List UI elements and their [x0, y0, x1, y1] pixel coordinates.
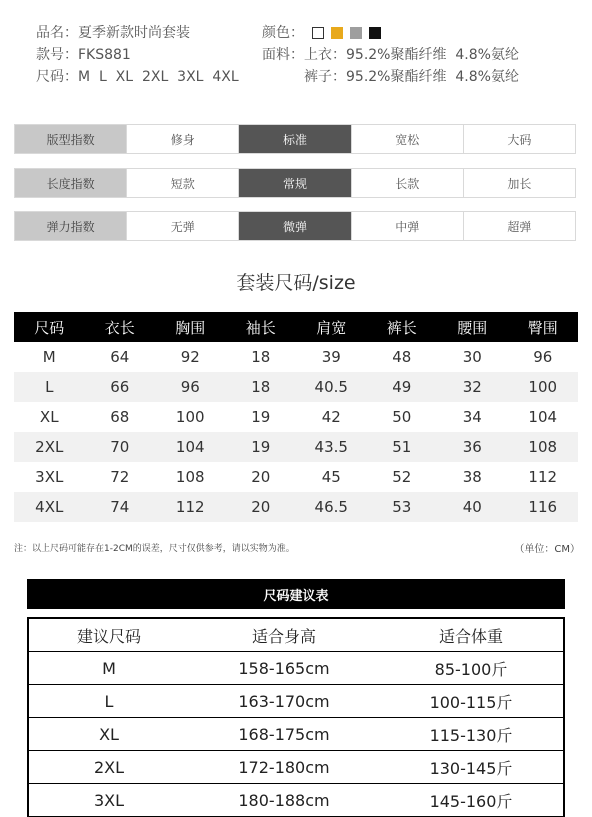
length-option: 长款 — [351, 169, 463, 197]
table-cell: 92 — [180, 348, 200, 366]
fit-index-label: 版型指数 — [15, 125, 126, 153]
size-table-header — [14, 312, 578, 342]
recommend-cell: 2XL — [93, 757, 125, 777]
size-header-cell: 衣长 — [104, 318, 135, 337]
table-cell: 19 — [251, 438, 271, 456]
table-cell: 20 — [251, 468, 271, 486]
fabric-pants-row — [262, 66, 519, 88]
fit-option: 宽松 — [351, 125, 463, 153]
recommend-header-size: 建议尺码 — [76, 626, 141, 646]
table-cell: 53 — [392, 498, 412, 516]
fabric-pants: 裤子：95.2%聚酯纤维 4.8%氨纶 — [304, 69, 519, 85]
table-row — [14, 462, 578, 492]
table-cell: 64 — [110, 348, 130, 366]
size-header-cell: 肩宽 — [316, 318, 347, 337]
length-option: 加长 — [463, 169, 575, 197]
table-row — [14, 492, 578, 522]
table-row — [14, 342, 578, 372]
recommend-cell: 115-130斤 — [429, 725, 513, 745]
table-cell: 18 — [251, 348, 271, 366]
product-name: 夏季新款时尚套装 — [78, 25, 190, 41]
product-info-right — [262, 22, 519, 88]
recommend-cell: 3XL — [93, 790, 125, 810]
table-cell: 38 — [462, 468, 482, 486]
table-cell: 50 — [392, 408, 412, 426]
recommend-row — [29, 718, 563, 751]
product-name-label: 品名： — [36, 25, 78, 41]
table-cell: 48 — [392, 348, 412, 366]
table-cell: 104 — [175, 438, 205, 456]
product-code: FKS881 — [78, 47, 131, 63]
stretch-option-selected: 微弹 — [238, 212, 350, 240]
recommend-cell: 172-180cm — [238, 757, 330, 777]
table-cell: 51 — [392, 438, 412, 456]
table-cell: 4XL — [35, 498, 64, 516]
stretch-index-bar — [14, 211, 576, 241]
recommend-cell: 100-115斤 — [429, 692, 513, 712]
length-index-label: 长度指数 — [15, 169, 126, 197]
fit-option: 修身 — [126, 125, 238, 153]
recommend-cell: 168-175cm — [238, 724, 330, 744]
size-header-cell: 尺码 — [34, 318, 65, 337]
recommend-row — [29, 784, 563, 817]
recommend-table — [27, 617, 565, 817]
table-cell: 30 — [462, 348, 482, 366]
table-cell: 39 — [321, 348, 341, 366]
table-cell: 112 — [528, 468, 558, 486]
table-cell: 100 — [528, 378, 558, 396]
length-option-selected: 常规 — [238, 169, 350, 197]
table-cell: 104 — [528, 408, 558, 426]
table-cell: 96 — [533, 348, 553, 366]
table-cell: 72 — [110, 468, 130, 486]
recommend-row — [29, 685, 563, 718]
color-swatch — [350, 27, 362, 39]
size-header-cell: 袖长 — [245, 318, 276, 337]
table-cell: 108 — [175, 468, 205, 486]
recommend-cell: 130-145斤 — [429, 758, 513, 778]
table-cell: 32 — [462, 378, 482, 396]
table-cell: 74 — [110, 498, 130, 516]
stretch-option: 中弹 — [351, 212, 463, 240]
length-option: 短款 — [126, 169, 238, 197]
table-cell: M — [42, 348, 56, 366]
size-note: 注：以上尺码可能存在1-2CM的误差，尺寸仅供参考，请以实物为准。 — [14, 544, 295, 554]
product-code-row — [36, 44, 239, 66]
size-header-cell: 臀围 — [527, 318, 558, 337]
color-swatch — [312, 27, 324, 39]
table-row — [14, 432, 578, 462]
product-sizes: M L XL 2XL 3XL 4XL — [78, 69, 239, 85]
recommend-row — [29, 652, 563, 685]
table-cell: 40.5 — [314, 378, 348, 396]
recommend-cell: XL — [99, 724, 119, 744]
recommend-cell: 180-188cm — [238, 790, 330, 810]
fabric-label: 面料： — [262, 47, 304, 63]
table-cell: 49 — [392, 378, 412, 396]
table-cell: 70 — [110, 438, 130, 456]
table-cell: 112 — [175, 498, 205, 516]
table-cell: XL — [39, 408, 59, 426]
stretch-option: 超弹 — [463, 212, 575, 240]
fit-option-selected: 标准 — [238, 125, 350, 153]
table-cell: 20 — [251, 498, 271, 516]
recommend-header-height: 适合身高 — [251, 626, 316, 646]
color-label: 颜色： — [262, 25, 304, 41]
table-cell: 96 — [180, 378, 200, 396]
recommend-body — [29, 652, 563, 817]
recommend-row — [29, 751, 563, 784]
size-table — [14, 312, 578, 522]
table-cell: 43.5 — [314, 438, 348, 456]
table-cell: 116 — [528, 498, 558, 516]
fit-index-bar — [14, 124, 576, 154]
size-unit: （单位：CM） — [514, 544, 580, 555]
product-name-row — [36, 22, 239, 44]
table-cell: 52 — [392, 468, 412, 486]
color-swatches — [312, 27, 381, 39]
recommend-cell: L — [104, 691, 114, 711]
fit-option: 大码 — [463, 125, 575, 153]
size-header-cell: 裤长 — [386, 318, 417, 337]
product-sizes-row — [36, 66, 239, 88]
table-cell: 18 — [251, 378, 271, 396]
recommend-cell: 145-160斤 — [429, 791, 513, 811]
recommend-cell: 163-170cm — [238, 691, 330, 711]
table-cell: 2XL — [35, 438, 64, 456]
table-cell: L — [45, 378, 54, 396]
recommend-cell: M — [102, 658, 116, 678]
color-swatch — [331, 27, 343, 39]
table-cell: 100 — [175, 408, 205, 426]
table-cell: 19 — [251, 408, 271, 426]
table-cell: 68 — [110, 408, 130, 426]
table-cell: 3XL — [35, 468, 64, 486]
stretch-option: 无弹 — [126, 212, 238, 240]
table-cell: 45 — [321, 468, 341, 486]
recommend-header-weight: 适合体重 — [438, 626, 503, 646]
color-row — [262, 22, 519, 44]
table-row — [14, 402, 578, 432]
color-swatch — [369, 27, 381, 39]
product-info — [36, 22, 239, 88]
table-cell: 46.5 — [314, 498, 348, 516]
table-cell: 34 — [462, 408, 482, 426]
table-cell: 40 — [462, 498, 482, 516]
recommend-cell: 158-165cm — [238, 658, 330, 678]
table-cell: 66 — [110, 378, 130, 396]
stretch-index-label: 弹力指数 — [15, 212, 126, 240]
table-cell: 42 — [321, 408, 341, 426]
size-table-body — [14, 342, 578, 522]
fabric-row — [262, 44, 519, 66]
size-table-title: 套装尺码/size — [236, 272, 356, 294]
recommend-cell: 85-100斤 — [434, 659, 508, 679]
table-cell: 36 — [462, 438, 482, 456]
fabric-top: 上衣：95.2%聚酯纤维 4.8%氨纶 — [304, 47, 519, 63]
recommend-title: 尺码建议表 — [27, 579, 565, 609]
length-index-bar — [14, 168, 576, 198]
table-row — [14, 372, 578, 402]
table-cell: 108 — [528, 438, 558, 456]
size-header-cell: 胸围 — [175, 318, 206, 337]
size-header-cell: 腰围 — [457, 318, 488, 337]
product-sizes-label: 尺码： — [36, 69, 78, 85]
product-code-label: 款号： — [36, 47, 78, 63]
recommend-header — [29, 619, 563, 652]
